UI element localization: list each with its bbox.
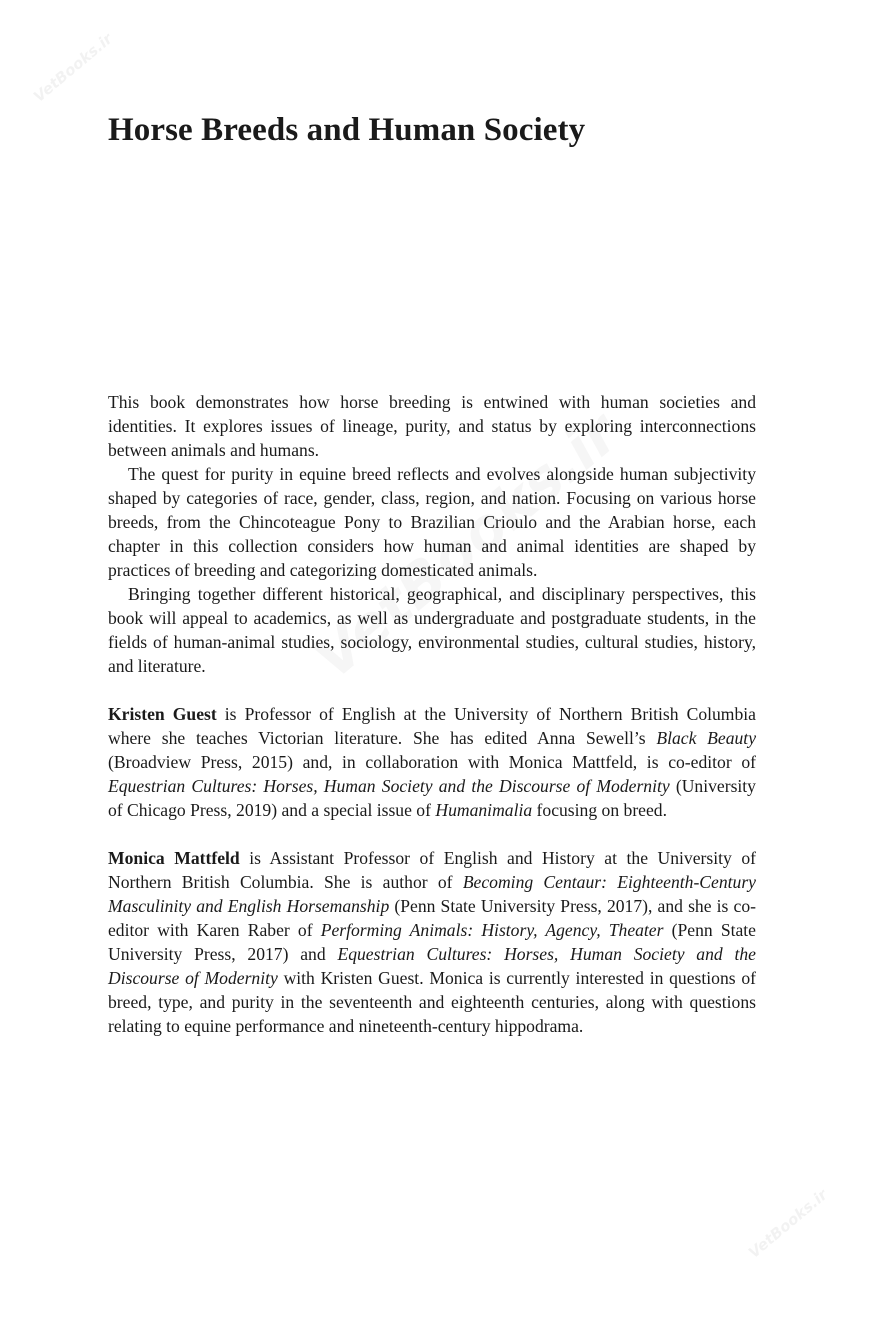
description-paragraph-3: Bringing together different historical, geographical, and disciplinary perspectives, this book will appeal to academics, as well as undergraduate and postgraduate students, in the fields of human-animal studies, sociology, environmental studies, cultural studies, history, and literature. bbox=[108, 584, 756, 676]
book-title: Becoming Centaur: Eighteenth-Century Masculinity and English Horsemanship bbox=[108, 872, 756, 916]
watermark-top: VetBooks.ir bbox=[30, 29, 116, 106]
bio-text: with Kristen Guest. Monica is currently interested in questions of breed, type, and purity in the seventeenth and eighteenth centuries, along with questions relating to equine performance and nineteenth-century hippodrama. bbox=[108, 968, 756, 1036]
book-description bbox=[108, 390, 756, 1038]
description-paragraph-2: The quest for purity in equine breed reflects and evolves alongside human subjectivity shaped by categories of race, gender, class, region, and nation. Focusing on various horse breeds, from the Chincoteague Pony to Brazilian Crioulo and the Arabian horse, each chapter in this collection considers how human and animal identities are shaped by practices of breeding and categorizing domesticated animals. bbox=[108, 464, 756, 580]
book-title: Equestrian Cultures: Horses, Human Society and the Discourse of Modernity bbox=[108, 776, 670, 796]
journal-title: Humanimalia bbox=[435, 800, 533, 820]
bio-text: (University of Chicago Press, 2019) and a special issue of bbox=[108, 776, 756, 820]
watermark-bottom: VetBooks.ir bbox=[745, 1185, 831, 1262]
author-name: Kristen Guest bbox=[108, 704, 217, 724]
page-title: Horse Breeds and Human Society bbox=[108, 112, 586, 148]
bio-text: (Broadview Press, 2015) and, in collaboration with Monica Mattfeld, is co-editor of bbox=[108, 752, 756, 772]
author-name: Monica Mattfeld bbox=[108, 848, 240, 868]
author-bio-monica-mattfeld bbox=[108, 846, 756, 1038]
bio-text: (Penn State University Press, 2017), and she is co-editor with Karen Raber of bbox=[108, 896, 756, 940]
bio-text: is Professor of English at the University of Northern British Columbia where she teaches Victorian literature. She has edited Anna Sewell’s bbox=[108, 704, 756, 748]
bio-text: focusing on breed. bbox=[532, 800, 667, 820]
book-title: Equestrian Cultures: Horses, Human Society and the Discourse of Modernity bbox=[108, 944, 756, 988]
book-title: Black Beauty bbox=[656, 728, 756, 748]
bio-text: (Penn State University Press, 2017) and bbox=[108, 920, 756, 964]
book-title: Performing Animals: History, Agency, Theater bbox=[320, 920, 664, 940]
description-paragraph-1: This book demonstrates how horse breeding is entwined with human societies and identities. It explores issues of lineage, purity, and status by exploring interconnections between animals and humans. bbox=[108, 392, 756, 460]
bio-text: is Assistant Professor of English and History at the University of Northern British Columbia. She is author of bbox=[108, 848, 757, 892]
author-bio-kristen-guest bbox=[108, 702, 756, 822]
